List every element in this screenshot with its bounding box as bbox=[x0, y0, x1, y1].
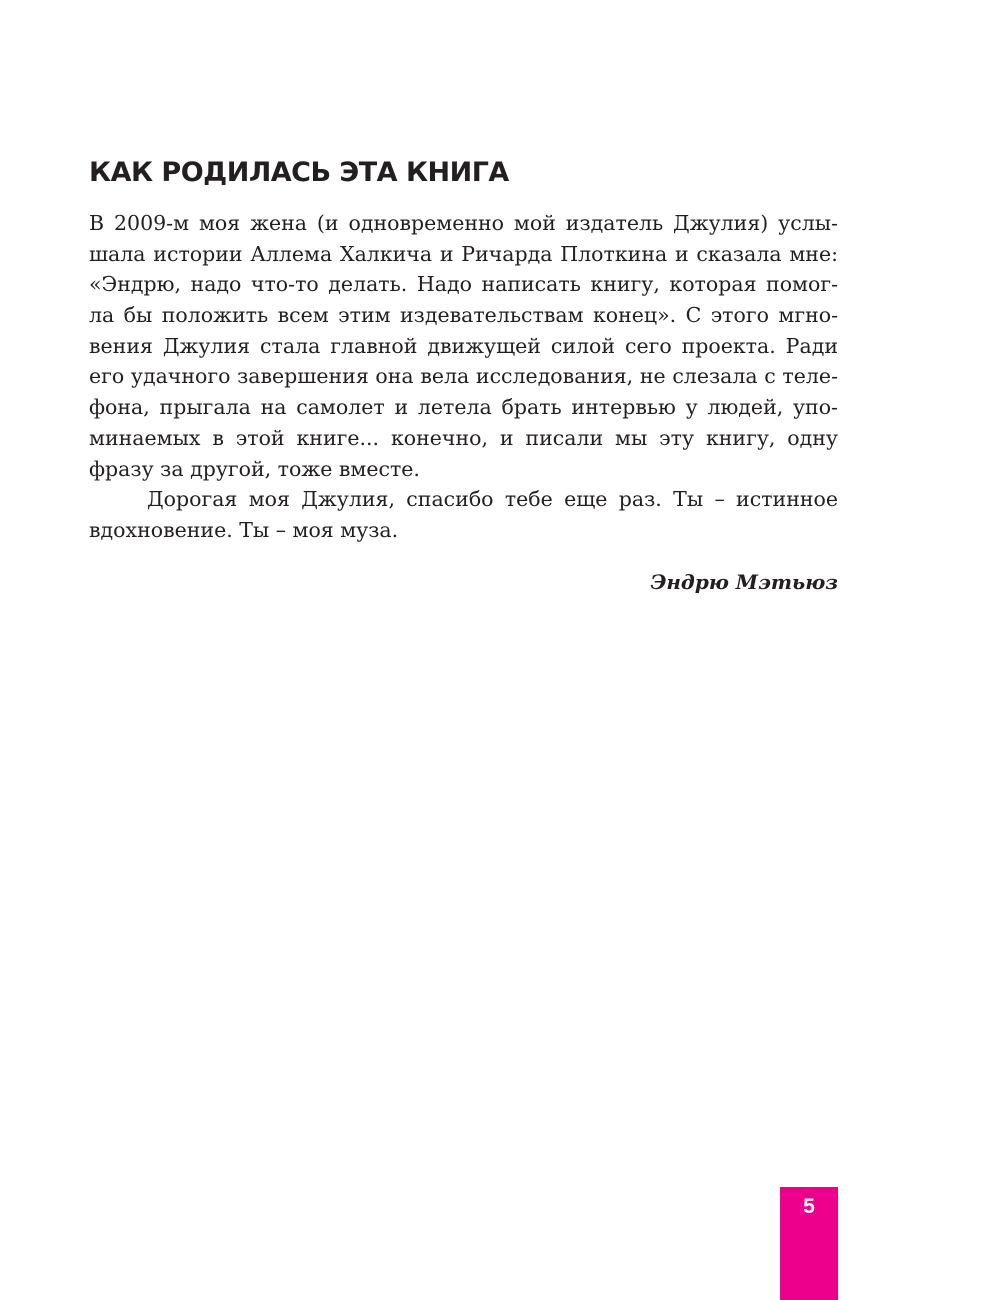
text-line: В 2009-м моя жена (и одновременно мой издатель Джулия) услы- bbox=[89, 211, 838, 235]
text-line: вения Джулия стала главной движущей силой сего проекта. Ради bbox=[89, 333, 838, 358]
author-signature: Эндрю Мэтьюз bbox=[650, 570, 838, 594]
text-line: фона, прыгала на самолет и летела брать интервью у людей, упо- bbox=[89, 395, 838, 420]
text-line: шала истории Аллема Халкича и Ричарда Плоткина и сказала мне: bbox=[89, 241, 838, 266]
body-text bbox=[89, 208, 838, 546]
paragraph-1 bbox=[89, 208, 838, 484]
text-line: ла бы положить всем этим издевательствам конец». С этого мгно- bbox=[89, 303, 838, 328]
chapter-heading: КАК РОДИЛАСЬ ЭТА КНИГА bbox=[89, 157, 509, 188]
text-line: Дорогая моя Джулия, спасибо тебе еще раз. Ты – истинное bbox=[147, 487, 838, 512]
text-line: «Эндрю, надо что-то делать. Надо написать книгу, которая помог- bbox=[89, 272, 838, 297]
paragraph-2 bbox=[89, 484, 838, 545]
text-line: фразу за другой, тоже вместе. bbox=[89, 456, 420, 481]
text-line: его удачного завершения она вела исследования, не слезала с теле- bbox=[89, 364, 838, 389]
text-line: минаемых в этой книге... конечно, и писали мы эту книгу, одну bbox=[89, 425, 838, 450]
page-number: 5 bbox=[803, 1195, 815, 1218]
page-number-tab bbox=[780, 1187, 838, 1300]
text-line: вдохновение. Ты – моя муза. bbox=[89, 517, 399, 542]
